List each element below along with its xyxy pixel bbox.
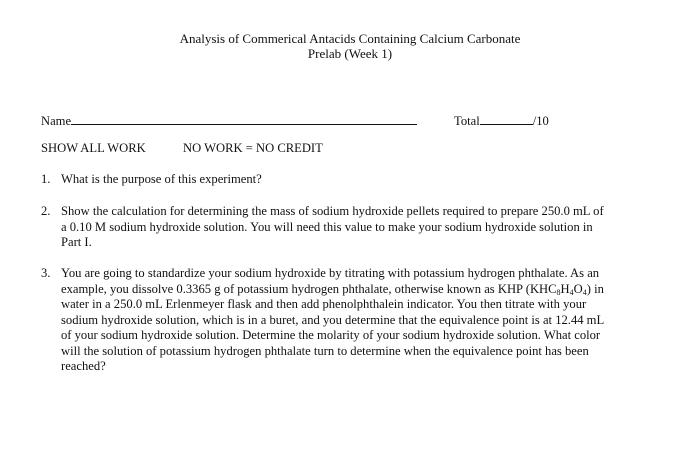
formula-subscript: 4 xyxy=(582,287,587,297)
question-text xyxy=(61,204,666,251)
question-line: sodium hydroxide solution, which is in a buret, and you determine that the equivalence point is at 12.44 mL xyxy=(61,312,605,327)
question-line xyxy=(61,282,666,298)
formula-subscript: 4 xyxy=(569,287,574,297)
formula-element: O xyxy=(573,281,583,296)
formula-subscript: 8 xyxy=(556,287,561,297)
question-text xyxy=(61,266,666,375)
question-line: water in a 250.0 mL Erlenmeyer flask and then add phenolphthalein indicator. You then titrate with your xyxy=(61,297,587,311)
name-blank-line[interactable] xyxy=(71,112,417,125)
total-blank-line[interactable] xyxy=(480,112,533,125)
question-line: Show the calculation for determining the mass of sodium hydroxide pellets required to prepare 250.0 mL of xyxy=(61,204,604,218)
khp-formula xyxy=(530,282,587,296)
question-line: a 0.10 M sodium hydroxide solution. You will need this value to make your sodium hydroxide solution in xyxy=(61,219,593,234)
total-suffix: /10 xyxy=(532,114,549,128)
page-subtitle: Prelab (Week 1) xyxy=(307,46,393,61)
show-work-instruction: SHOW ALL WORK xyxy=(41,141,146,155)
name-field[interactable] xyxy=(41,112,417,130)
question-line: You are going to standardize your sodium hydroxide by titrating with potassium hydrogen phthalate. As an xyxy=(61,266,600,280)
page-title: Analysis of Commerical Antacids Containing Calcium Carbonate xyxy=(179,31,521,46)
question-3 xyxy=(41,266,666,375)
question-line: What is the purpose of this experiment? xyxy=(61,172,262,186)
formula-element: KHC xyxy=(529,281,557,296)
name-label: Name xyxy=(41,114,72,128)
formula-element: H xyxy=(560,281,570,296)
question-text xyxy=(61,172,666,188)
total-label: Total xyxy=(454,114,480,128)
question-2 xyxy=(41,204,666,251)
question-line-end: ) in xyxy=(586,281,604,296)
no-work-instruction: NO WORK = NO CREDIT xyxy=(183,141,323,155)
question-line: reached? xyxy=(61,359,106,373)
question-number: 2. xyxy=(41,204,51,218)
question-line: of your sodium hydroxide solution. Determine the molarity of your sodium hydroxide solution. What color xyxy=(61,328,601,342)
question-number: 1. xyxy=(41,172,51,186)
question-number: 3. xyxy=(41,266,51,280)
question-line-start: example, you dissolve 0.3365 g of potassium hydrogen phthalate, otherwise known as KHP ( xyxy=(61,281,530,296)
total-field[interactable] xyxy=(454,112,549,130)
question-line: will the solution of potassium hydrogen phthalate turn to determine when the equivalence point has been xyxy=(61,343,589,358)
question-line: Part I. xyxy=(61,235,92,249)
question-1 xyxy=(41,172,666,188)
